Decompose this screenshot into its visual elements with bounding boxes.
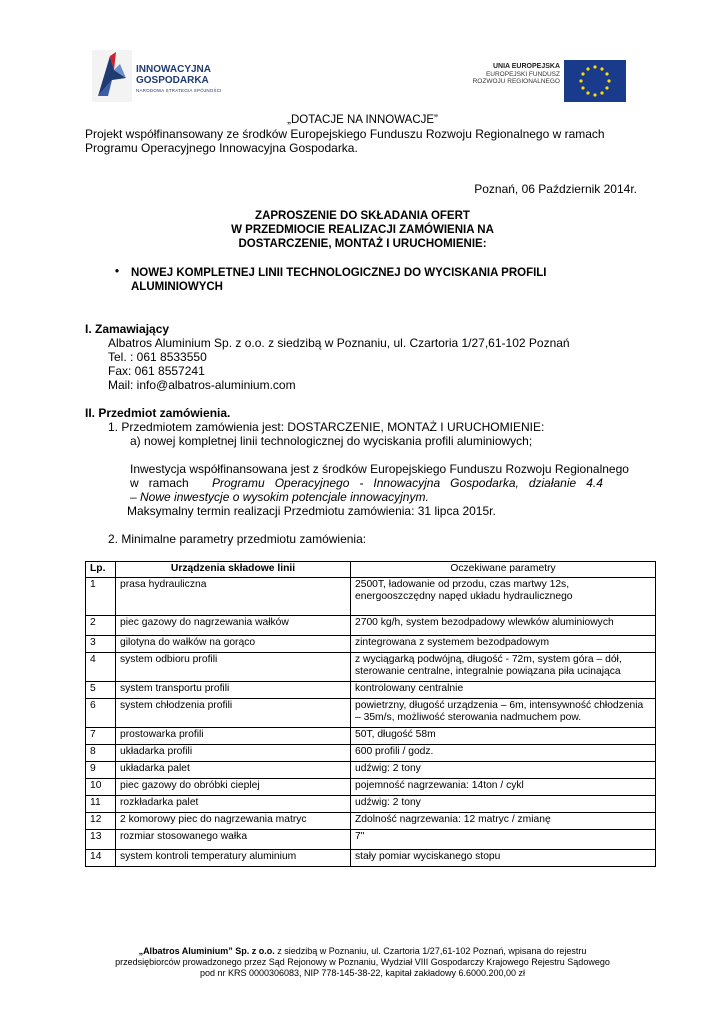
header-device: Urządzenia składowe linii <box>116 562 351 578</box>
cell-device: piec gazowy do nagrzewania wałków <box>116 615 351 635</box>
table-row <box>86 795 656 812</box>
project-title: „DOTACJE NA INNOWACJE” <box>287 114 438 126</box>
table-row <box>86 698 656 727</box>
table-row <box>86 849 656 866</box>
ig-line3: NARODOWA STRATEGIA SPÓJNOŚCI <box>136 88 222 93</box>
cell-device: rozkładarka palet <box>116 795 351 812</box>
ig-line1: INNOWACYJNA <box>136 64 212 75</box>
cell-device: gilotyna do wałków na gorąco <box>116 635 351 652</box>
cell-device: prostowarka profili <box>116 727 351 744</box>
cell-device: 2 komorowy piec do nagrzewania matryc <box>116 812 351 829</box>
cell-params: 7" <box>351 829 656 849</box>
invitation-bullet-1: NOWEJ KOMPLETNEJ LINII TECHNOLOGICZNEJ DO WYCISKANIA PROFILI <box>131 267 547 279</box>
cell-device: rozmiar stosowanego wałka <box>116 829 351 849</box>
table-row <box>86 744 656 761</box>
eu-logo <box>458 60 628 102</box>
investment-line-1: Inwestycja współfinansowana jest z środków Europejskiego Funduszu Rozwoju Regionalnego <box>130 462 629 476</box>
ordering-company: Albatros Aluminium Sp. z o.o. z siedzibą w Poznaniu, ul. Czartoria 1/27,61-102 Poznań <box>108 336 570 350</box>
cell-lp: 2 <box>86 615 116 635</box>
ordering-tel: Tel. : 061 8533550 <box>108 350 207 364</box>
cell-params: udźwig: 2 tony <box>351 761 656 778</box>
cell-params: Zdolność nagrzewania: 12 matryc / zmianę <box>351 812 656 829</box>
project-line-1: Projekt współfinansowany ze środków Europejskiego Funduszu Rozwoju Regionalnego w ramach <box>85 127 605 141</box>
cell-params: pojemność nagrzewania: 14ton / cykl <box>351 778 656 795</box>
cell-lp: 14 <box>86 849 116 866</box>
cell-lp: 7 <box>86 727 116 744</box>
table-row <box>86 812 656 829</box>
cell-lp: 9 <box>86 761 116 778</box>
footer-company: „Albatros Aluminium” Sp. z o.o. <box>138 946 275 956</box>
cell-params: 2700 kg/h, system bezodpadowy wlewków aluminiowych <box>351 615 656 635</box>
order-item-1a: a) nowej kompletnej linii technologicznej do wyciskania profili aluminiowych; <box>130 434 533 448</box>
eu-line3: ROZWOJU REGIONALNEGO <box>472 78 560 85</box>
order-item-2: 2. Minimalne parametry przedmiotu zamówienia: <box>108 532 367 546</box>
cell-params: stały pomiar wyciskanego stopu <box>351 849 656 866</box>
ordering-mail: Mail: info@albatros-aluminium.com <box>108 378 296 392</box>
cell-lp: 13 <box>86 829 116 849</box>
eu-line1: UNIA EUROPEJSKA <box>492 63 560 70</box>
document-date: Poznań, 06 Październik 2014r. <box>474 182 637 196</box>
section-2-heading: II. Przedmiot zamówienia. <box>85 406 231 420</box>
invitation-bullet-2: ALUMINIOWYCH <box>131 281 223 293</box>
cell-device: prasa hydrauliczna <box>116 577 351 615</box>
project-line-2: Programu Operacyjnego Innowacyjna Gospodarka. <box>85 141 358 155</box>
innowacyjna-gospodarka-logo <box>92 50 227 102</box>
investment-line-3: – Nowe inwestycje o wysokim potencjale innowacyjnym. <box>130 490 429 504</box>
bullet-dot-icon: • <box>115 266 120 278</box>
cell-params: kontrolowany centralnie <box>351 681 656 698</box>
eu-line2: EUROPEJSKI FUNDUSZ <box>485 70 560 78</box>
investment-line-2b: Programu Operacyjnego - Innowacyjna Gospodarka, działanie 4.4 <box>212 476 603 490</box>
table-row <box>86 727 656 744</box>
parameters-table <box>85 561 656 867</box>
ordering-fax: Fax: 061 8557241 <box>108 364 205 378</box>
cell-params: 50T, długość 58m <box>351 727 656 744</box>
table-row <box>86 761 656 778</box>
footer-line-1: z siedzibą w Poznaniu, ul. Czartoria 1/27,61-102 Poznań, wpisana do rejestru <box>274 946 587 956</box>
table-header-row <box>86 562 656 578</box>
cell-lp: 4 <box>86 652 116 681</box>
ig-emblem-icon <box>92 50 132 102</box>
table-row <box>86 829 656 849</box>
cell-device: system kontroli temperatury aluminium <box>116 849 351 866</box>
order-item-1: 1. Przedmiotem zamówienia jest: DOSTARCZENIE, MONTAŻ I URUCHOMIENIE: <box>108 420 545 434</box>
cell-device: system odbioru profili <box>116 652 351 681</box>
cell-lp: 10 <box>86 778 116 795</box>
ig-line2: GOSPODARKA <box>136 75 209 86</box>
cell-params: powietrzny, długość urządzenia – 6m, intensywność chłodzenia – 35m/s, możliwość sterowania nadmuchem pow. <box>351 698 656 727</box>
cell-device: układarka palet <box>116 761 351 778</box>
cell-lp: 12 <box>86 812 116 829</box>
table-row <box>86 615 656 635</box>
cell-params: udźwig: 2 tony <box>351 795 656 812</box>
cell-device: piec gazowy do obróbki cieplej <box>116 778 351 795</box>
cell-params: z wyciągarką podwójną, długość - 72m, system góra – dół, sterowanie centralne, integralnie powiązana piła ucinająca <box>351 652 656 681</box>
header-params: Oczekiwane parametry <box>351 562 656 578</box>
cell-device: system chłodzenia profili <box>116 698 351 727</box>
table-row <box>86 652 656 681</box>
cell-lp: 11 <box>86 795 116 812</box>
footer <box>60 946 665 979</box>
cell-lp: 6 <box>86 698 116 727</box>
eu-flag-icon <box>564 60 626 102</box>
cell-lp: 5 <box>86 681 116 698</box>
cell-device: układarka profili <box>116 744 351 761</box>
invitation-title-3: DOSTARCZENIE, MONTAŻ I URUCHOMIENIE: <box>238 238 487 250</box>
invitation-title-2: W PRZEDMIOCIE REALIZACJI ZAMÓWIENIA NA <box>231 224 494 236</box>
cell-lp: 1 <box>86 577 116 615</box>
table-row <box>86 778 656 795</box>
table-row <box>86 635 656 652</box>
cell-params: 2500T, ładowanie od przodu, czas martwy 12s, energooszczędny napęd układu hydraulicznego <box>351 577 656 615</box>
invitation-title-1: ZAPROSZENIE DO SKŁADANIA OFERT <box>255 210 470 222</box>
cell-lp: 8 <box>86 744 116 761</box>
footer-line-3: pod nr KRS 0000306083, NIP 778-145-38-22, kapitał zakładowy 6.6000.200,00 zł <box>199 968 526 978</box>
table-row <box>86 681 656 698</box>
header-lp: Lp. <box>86 562 116 578</box>
cell-params: zintegrowana z systemem bezodpadowym <box>351 635 656 652</box>
cell-device: system transportu profili <box>116 681 351 698</box>
cell-params: 600 profili / godz. <box>351 744 656 761</box>
section-1-heading: I. Zamawiający <box>85 322 170 336</box>
deadline: Maksymalny termin realizacji Przedmiotu zamówienia: 31 lipca 2015r. <box>127 504 496 518</box>
table-row <box>86 577 656 615</box>
investment-line-2a: w ramach <box>130 476 189 490</box>
cell-lp: 3 <box>86 635 116 652</box>
footer-line-2: przedsiębiorców prowadzonego przez Sąd Rejonowy w Poznaniu, Wydział VIII Gospodarczy Krajowego Rejestru Sądowego <box>115 957 610 967</box>
